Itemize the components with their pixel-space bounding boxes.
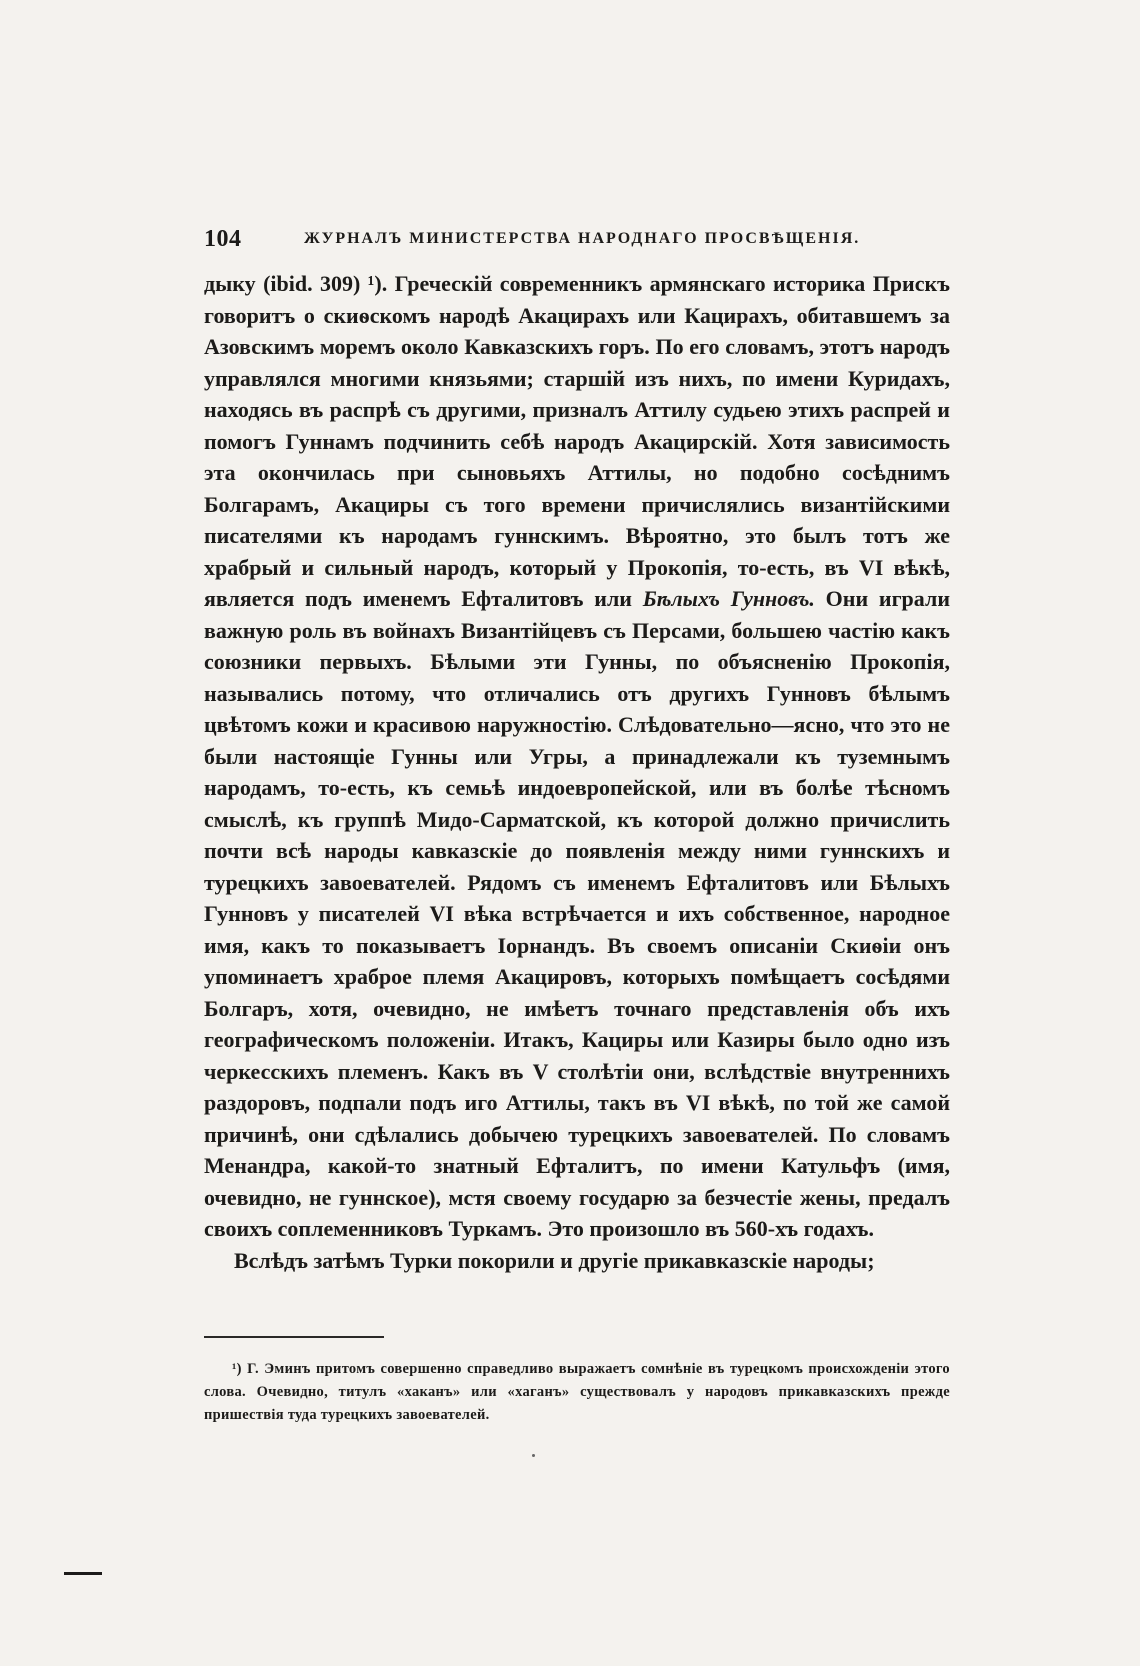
page-number: 104 xyxy=(204,226,242,252)
italic-term: Бѣлыхъ Гунновъ. xyxy=(642,586,815,611)
margin-mark xyxy=(64,1572,102,1575)
journal-title: ЖУРНАЛЪ МИНИСТЕРСТВА НАРОДНАГО ПРОСВѢЩЕНІЯ. xyxy=(304,230,861,247)
footnote-divider xyxy=(204,1336,384,1338)
footnotes xyxy=(204,1358,950,1427)
paragraph-1-part-1: дыку (ibid. 309) ¹). Греческій современникъ армянскаго историка Прискъ говоритъ о скиѳскомъ народѣ Акацирахъ или Кацирахъ, обитавшемъ за Азовскимъ моремъ около Кавказскихъ горъ. По его словамъ, этотъ народъ управлялся многими князьями; старшій изъ нихъ, по имени Куридахъ, находясь въ распрѣ съ другими, призналъ Аттилу судьею этихъ распрей и помогъ Гуннамъ подчинить себѣ народъ Акацирскій. Хотя зависимость эта окончилась при сыновьяхъ Аттилы, но подобно сосѣднимъ Болгарамъ, Акациры съ того времени причислялись византійскими писателями къ народамъ гуннскимъ. Вѣроятно, это былъ тотъ же храбрый и сильный народъ, который у Прокопія, то-есть, въ VI вѣкѣ, является подъ именемъ Ефталитовъ или xyxy=(204,271,950,611)
paragraph-2: Вслѣдъ затѣмъ Турки покорили и другіе прикавказскіе народы; xyxy=(234,1247,875,1273)
paragraph-1-part-2: Они играли важную роль въ войнахъ Византійцевъ съ Персами, большею частію какъ союзники первыхъ. Бѣлыми эти Гунны, по объясненію Прокопія, назывались потому, что отличались отъ другихъ Гунновъ бѣлымъ цвѣтомъ кожи и красивою наружностію. Слѣдовательно—ясно, что это не были настоящіе Гунны или Угры, а принадлежали къ туземнымъ народамъ, то-есть, къ семьѣ индоевропейской, или въ болѣе тѣсномъ смыслѣ, къ группѣ Мидо-Сарматской, къ которой должно причислить почти всѣ народы кавказскіе до появленія между ними гуннскихъ и турецкихъ завоевателей. Рядомъ съ именемъ Ефталитовъ или Бѣлыхъ Гунновъ у писателей VI вѣка встрѣчается и ихъ собственное, народное имя, какъ то показываетъ Іорнандъ. Въ своемъ описаніи Скиѳіи онъ упоминаетъ храброе племя Акацировъ, которыхъ помѣщаетъ сосѣдями Болгаръ, хотя, очевидно, не имѣетъ точнаго представленія объ ихъ географическомъ положеніи. Итакъ, Кациры или Казиры было одно изъ черкесскихъ племенъ. Какъ въ V столѣтіи они, вслѣдствіе внутреннихъ раздоровъ, подпали подъ иго Аттилы, такъ въ VI вѣкѣ, по той же самой причинѣ, они сдѣлались добычею турецкихъ завоевателей. По словамъ Менандра, какой-то знатный Ефталитъ, по имени Катульфъ (имя, очевидно, не гуннское), мстя своему государю за безчестіе жены, предалъ своихъ соплеменниковъ Туркамъ. Это произошло въ 560-хъ годахъ. xyxy=(204,586,951,1241)
running-header xyxy=(204,226,950,253)
scan-speck xyxy=(532,1454,535,1457)
footnote-1: ¹) Г. Эминъ притомъ совершенно справедливо выражаетъ сомнѣніе въ турецкомъ происхожденіи этого слова. Очевидно, титулъ «хаканъ» или «хаганъ» существовалъ у народовъ прикавказскихъ прежде пришествія туда турецкихъ завоевателей. xyxy=(204,1361,950,1423)
main-text xyxy=(204,268,950,1276)
paragraph-1 xyxy=(204,268,950,1245)
